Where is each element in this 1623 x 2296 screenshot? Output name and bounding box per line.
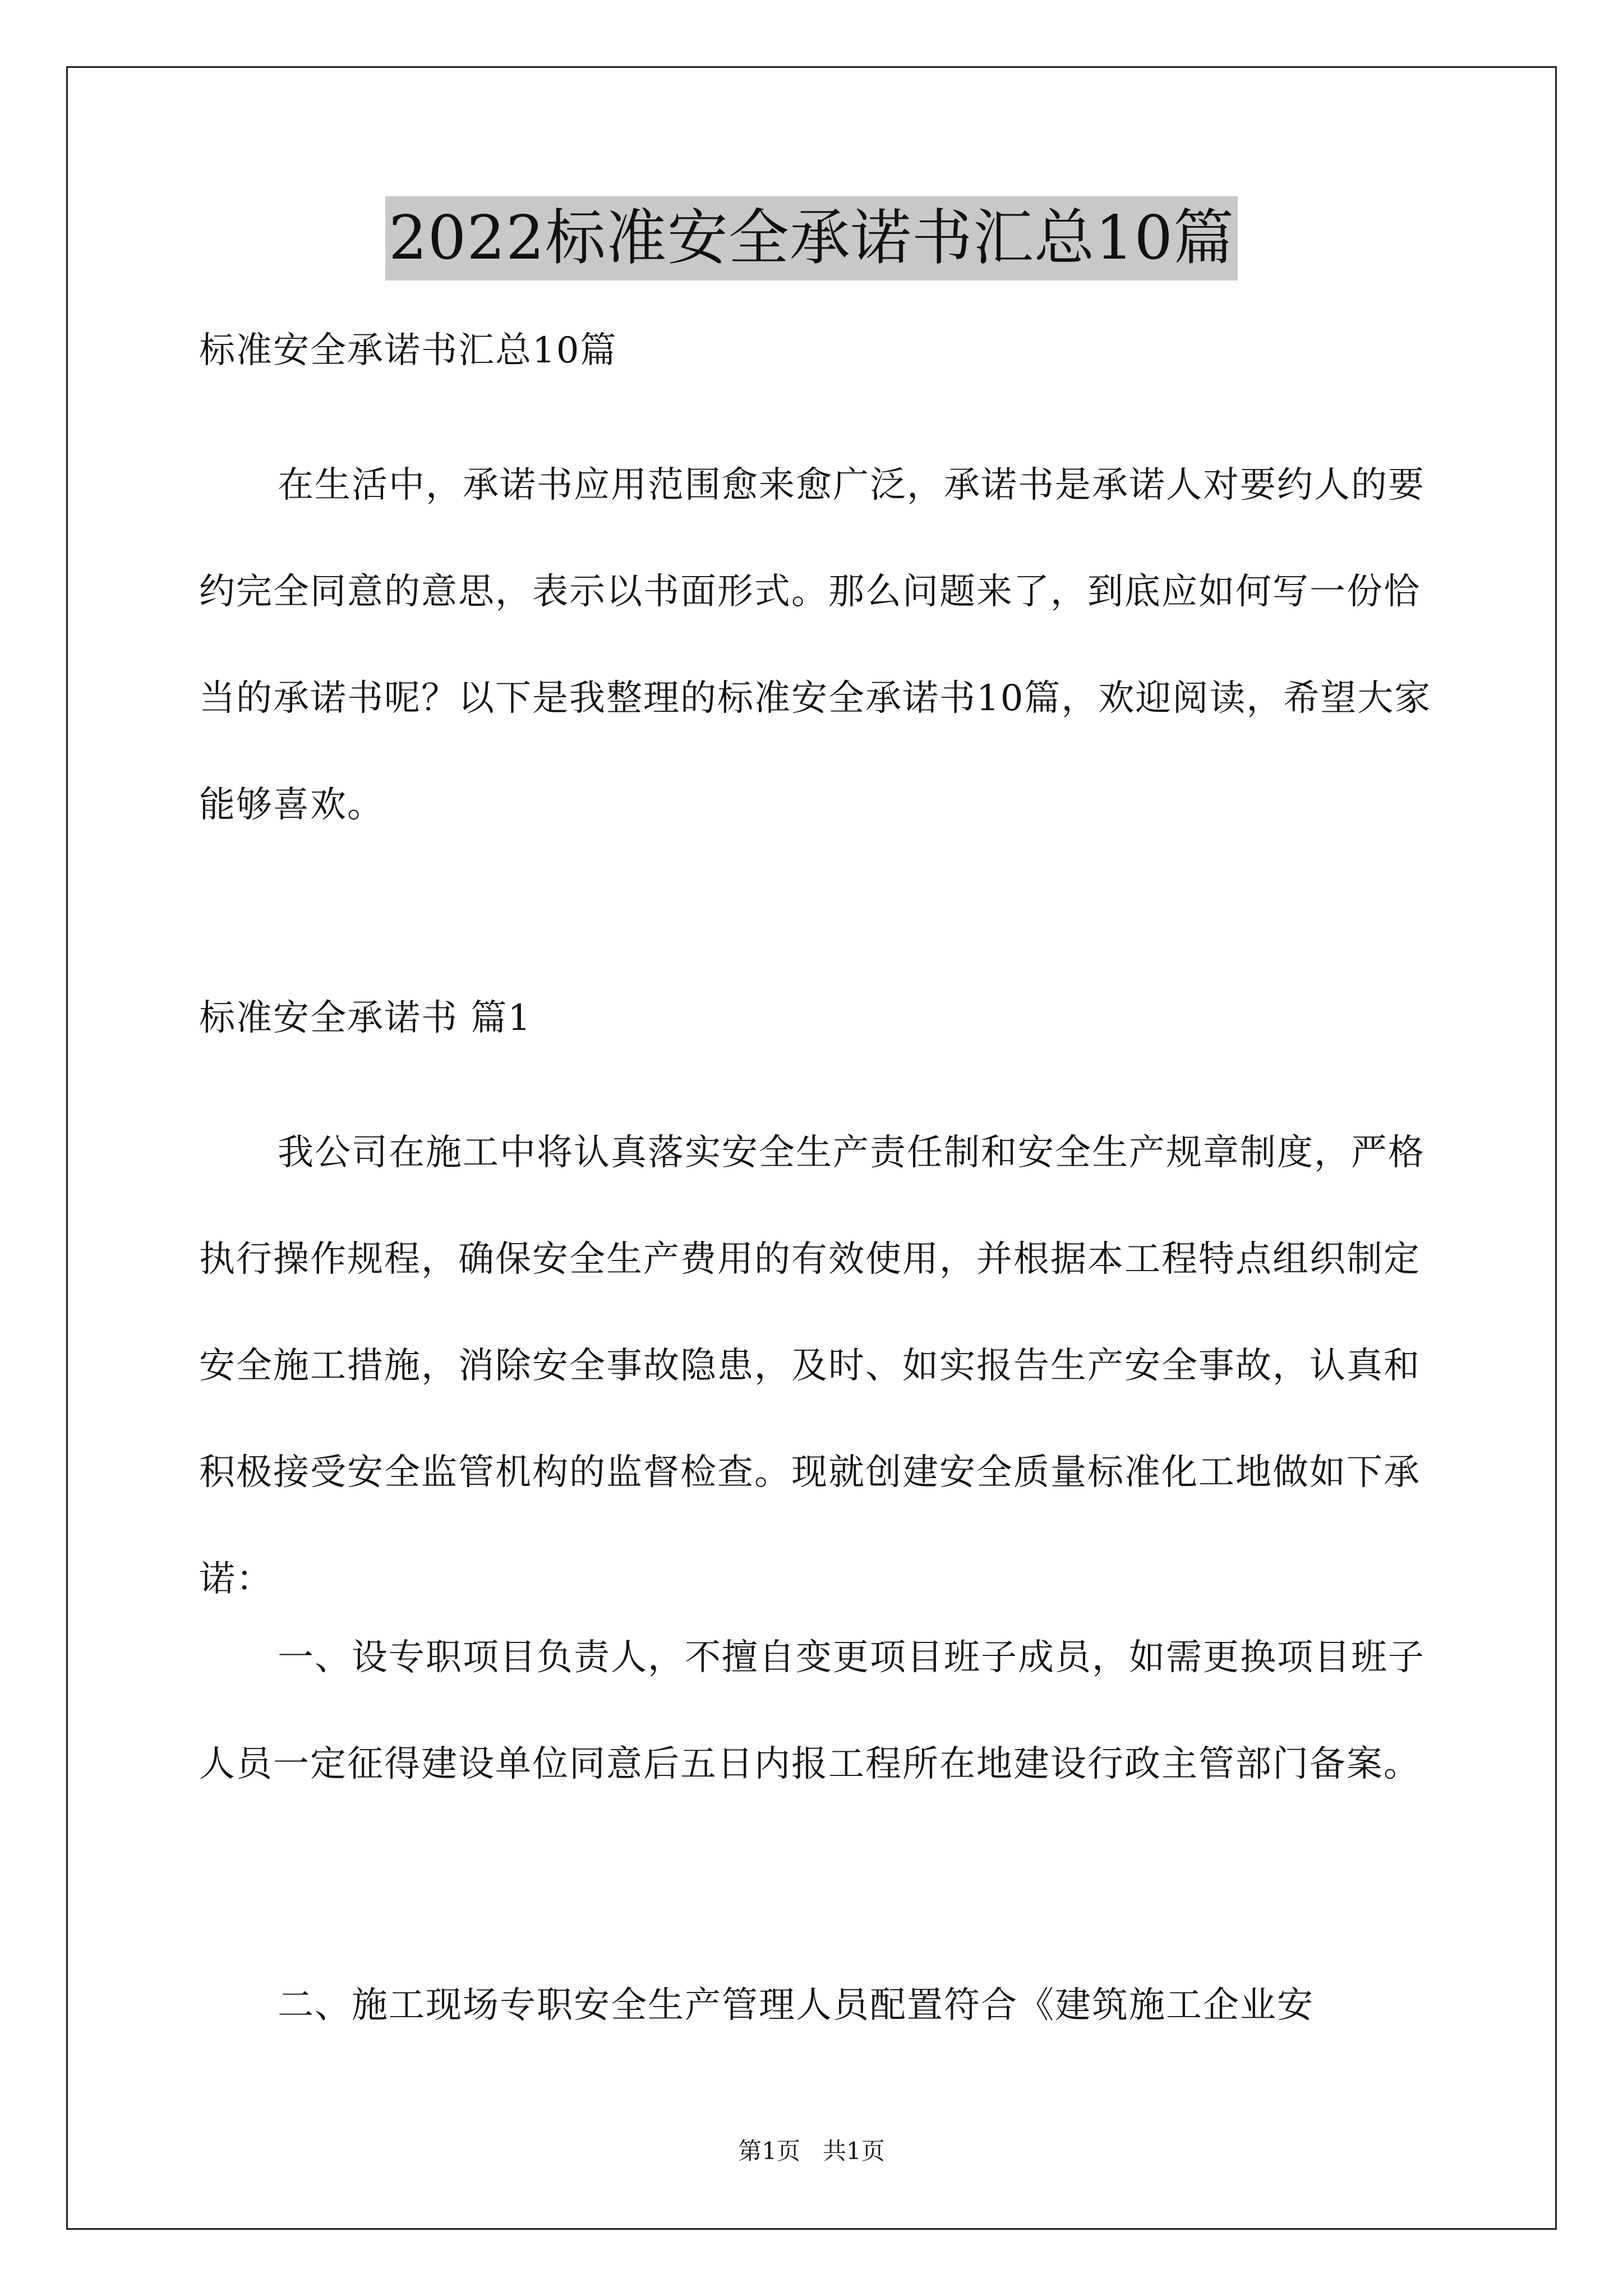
title-container xyxy=(0,196,1623,280)
intro-paragraph: 在生活中，承诺书应用范围愈来愈广泛，承诺书是承诺人对要约人的要约完全同意的意思，表示以书面形式。那么问题来了，到底应如何写一份恰当的承诺书呢？以下是我整理的标准安全承诺书10篇，欢迎阅读，希望大家能够喜欢。 xyxy=(199,464,1432,826)
body-paragraph-1: 我公司在施工中将认真落实安全生产责任制和安全生产规章制度，严格执行操作规程，确保安全生产费用的有效使用，并根据本工程特点组织制定安全施工措施，消除安全事故隐患，及时、如实报告生产安全事故，认真和积极接受安全监管机构的监督检查。现就创建安全质量标准化工地做如下承诺： xyxy=(199,1132,1425,1600)
section-heading: 标准安全承诺书 篇1 xyxy=(199,997,532,1039)
document-subtitle: 标准安全承诺书汇总10篇 xyxy=(199,330,617,371)
body-paragraph-2: 一、设专职项目负责人，不擅自变更项目班子成员，如需更换项目班子人员一定征得建设单位同意后五日内报工程所在地建设行政主管部门备案。 xyxy=(199,1637,1425,1785)
page-footer: 第1页 共1页 xyxy=(738,2137,885,2165)
document-title: 2022标准安全承诺书汇总10篇 xyxy=(385,196,1238,280)
body-paragraph-3: 二、施工现场专职安全生产管理人员配置符合《建筑施工企业安 xyxy=(278,1985,1314,2026)
